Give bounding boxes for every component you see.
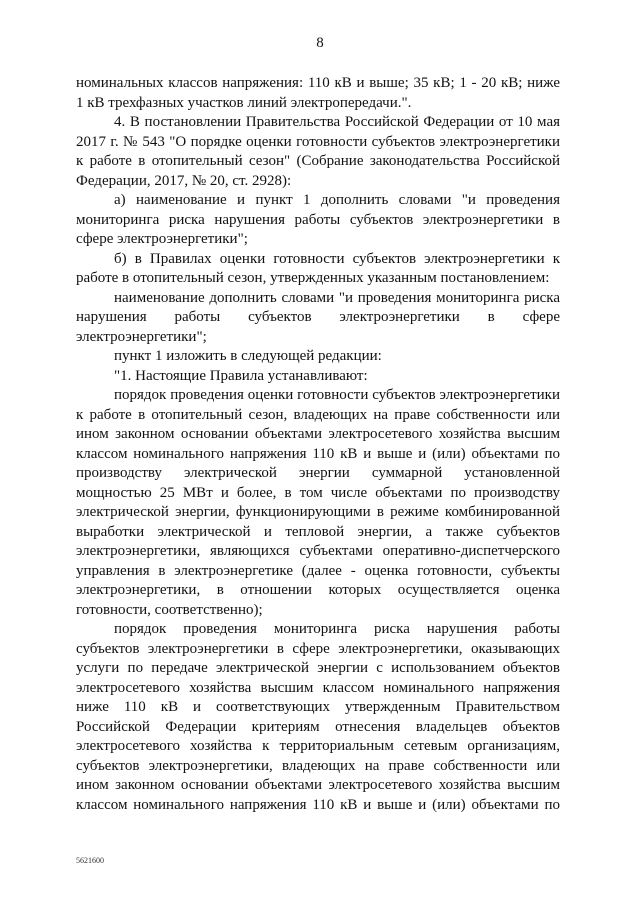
text-line: электроэнергетики, являющихся субъектами оперативно-диспетчерского bbox=[76, 543, 560, 559]
text-line: сфере электроэнергетики"; bbox=[76, 231, 248, 247]
text-line: 1 кВ трехфазных участков линий электропередачи.". bbox=[76, 94, 412, 111]
text-line: 2017 г. № 543 "О порядке оценки готовности субъектов электроэнергетики bbox=[76, 133, 560, 150]
text-line: услуги по передаче электрической энергии с использованием объектов bbox=[76, 660, 560, 676]
text-line: мониторинга риска нарушения работы субъектов электроэнергетики в bbox=[76, 211, 560, 228]
text-line: нарушения работы субъектов электроэнергетики в сфере bbox=[76, 309, 560, 325]
text-line: ниже 110 кВ и соответствующих утвержденным Правительством bbox=[76, 699, 560, 715]
text-line: ином законном основании объектами электросетевого хозяйства высшим bbox=[76, 777, 560, 793]
page-number: 8 bbox=[316, 35, 324, 51]
text-line: Федерации, 2017, № 20, ст. 2928): bbox=[76, 172, 292, 189]
text-line: классом номинального напряжения 110 кВ и выше и (или) объектами по bbox=[76, 445, 560, 462]
text-line: мощностью 25 МВт и более, в том числе объектами по производству bbox=[76, 484, 560, 501]
text-line: к работе в отопительный сезон" (Собрание законодательства Российской bbox=[76, 153, 560, 169]
text-line: работе в отопительный сезон, утвержденных указанным постановлением: bbox=[76, 270, 550, 286]
text-line: электрической энергии, функционирующими в режиме комбинированной bbox=[76, 504, 560, 520]
text-line: субъектов электроэнергетики, владеющих на праве собственности или bbox=[76, 757, 560, 774]
text-line: электросетевого хозяйства высшим классом номинального напряжения bbox=[76, 679, 560, 696]
paragraph-first-line: 4. В постановлении Правительства Российской Федерации от 10 мая bbox=[114, 114, 560, 130]
paragraph-first-line: "1. Настоящие Правила устанавливают: bbox=[114, 367, 368, 384]
paragraph-first-line: б) в Правилах оценки готовности субъектов электроэнергетики к bbox=[114, 250, 560, 267]
paragraph-first-line: наименование дополнить словами "и проведения мониторинга риска bbox=[114, 289, 560, 306]
paragraph-first-line: а) наименование и пункт 1 дополнить словами "и проведения bbox=[114, 192, 560, 208]
text-line: субъектов электроэнергетики в сфере электроэнергетики, оказывающих bbox=[76, 640, 560, 657]
document-body bbox=[76, 74, 560, 815]
document-code: 5621600 bbox=[76, 856, 104, 865]
text-line: готовности, соответственно); bbox=[76, 601, 263, 618]
text-line: к работе в отопительный сезон, владеющих на праве собственности или bbox=[76, 406, 560, 423]
text-line: классом номинального напряжения 110 кВ и выше и (или) объектами по bbox=[76, 796, 560, 813]
text-line: Российской Федерации критериям отнесения владельцев объектов bbox=[76, 718, 560, 735]
paragraph-first-line: пункт 1 изложить в следующей редакции: bbox=[114, 348, 382, 364]
text-line: номинальных классов напряжения: 110 кВ и выше; 35 кВ; 1 - 20 кВ; ниже bbox=[76, 75, 560, 91]
text-line: управления в электроэнергетике (далее - оценка готовности, субъекты bbox=[76, 562, 560, 579]
text-line: производству электрической энергии суммарной установленной bbox=[76, 465, 560, 481]
text-line: электроэнергетики"; bbox=[76, 328, 207, 345]
paragraph-first-line: порядок проведения оценки готовности субъектов электроэнергетики bbox=[114, 387, 560, 403]
paragraph-first-line: порядок проведения мониторинга риска нарушения работы bbox=[114, 621, 560, 637]
text-line: электросетевого хозяйства к территориальным сетевым организациям, bbox=[76, 738, 560, 754]
text-line: выработки электрической и тепловой энергии, а также субъектов bbox=[76, 523, 560, 540]
text-line: электроэнергетики, в отношении которых осуществляется оценка bbox=[76, 582, 560, 598]
text-line: ином законном основании объектами электросетевого хозяйства высшим bbox=[76, 426, 560, 442]
